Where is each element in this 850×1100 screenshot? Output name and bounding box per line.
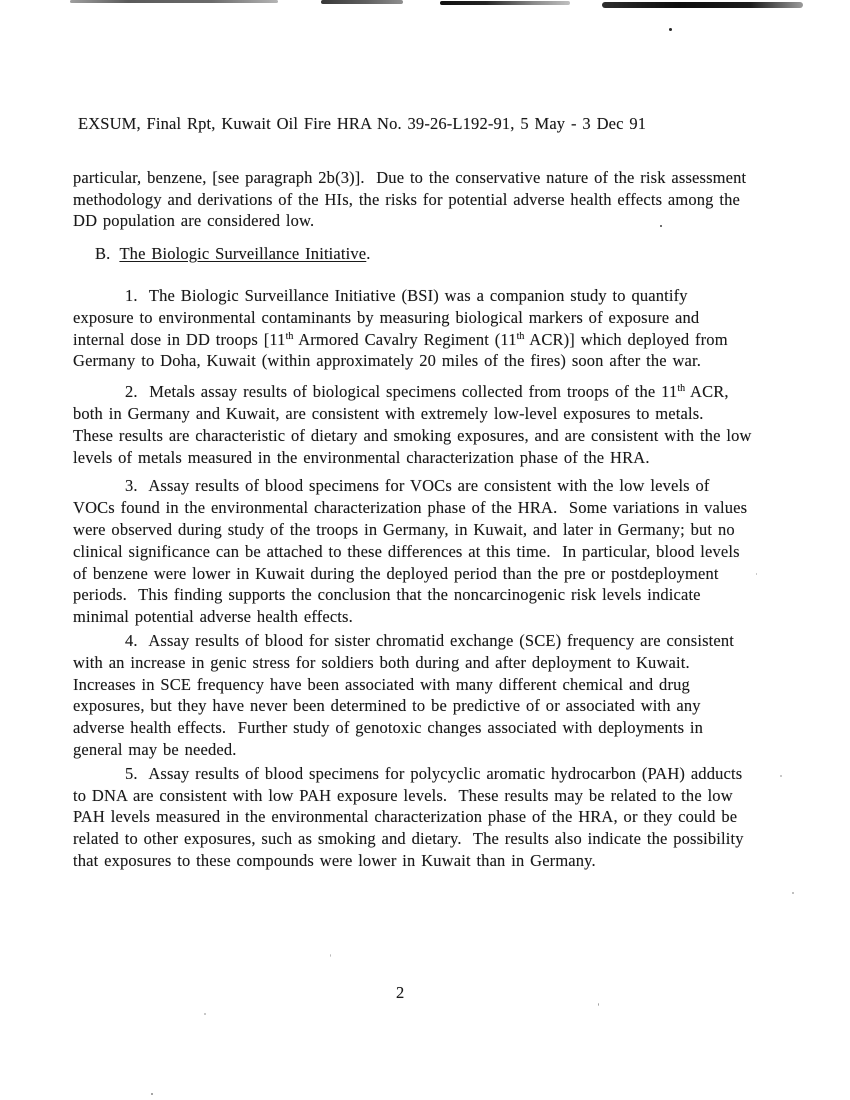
scan-speck: [780, 775, 782, 777]
section-b-heading: [73, 243, 753, 265]
paragraph-bsi-1: [73, 285, 753, 372]
ordinal-superscript: th: [285, 330, 294, 342]
section-b-period: .: [366, 244, 371, 264]
paragraph-bsi-2: [73, 381, 758, 468]
page-number: 2: [396, 983, 405, 1002]
scan-speck: [330, 954, 331, 957]
scan-speck: [669, 28, 672, 31]
paragraph-2-text: ACR, both in Germany and Kuwait, are consistent with extremely low-level exposures to metals. These results are characteristic of dietary and smoking exposures, and are consistent with the low levels of metals measured in the environmental characterization phase of the HRA.: [73, 382, 758, 467]
section-b-title: The Biologic Surveillance Initiative: [119, 244, 367, 264]
paragraph-2-text: 2. Metals assay results of biological specimens collected from troops of the 11: [125, 382, 678, 402]
ordinal-superscript: th: [677, 383, 686, 395]
paragraph-bsi-3: 3. Assay results of blood specimens for VOCs are consistent with the low levels of VOCs found in the environmental characterization phase of the HRA. Some variations in values were observed during study of the troops in Germany, in Kuwait, and later in Germany; but no clinical significance can be attached to these differences at this time. In particular, blood levels of benzene were lower in Kuwait during the deployed period than the pre or postdeployment periods. This finding supports the conclusion that the noncarcinogenic risk levels indicate minimal potential adverse health effects.: [73, 476, 753, 627]
scan-speck: [598, 1003, 599, 1006]
section-b-label: B.: [95, 244, 111, 264]
scan-streak: [440, 1, 570, 5]
scan-streak: [602, 2, 803, 8]
paragraph-1-text: 1. The Biologic Surveillance Initiative (BSI) was a companion study to quantify exposure to environmental contaminants by measuring biological markers of exposure and internal dose in DD troops [11: [73, 285, 706, 349]
paragraph-bsi-5: 5. Assay results of blood specimens for polycyclic aromatic hydrocarbon (PAH) adducts to DNA are consistent with low PAH exposure levels. These results may be related to the low PAH levels measured in the environmental characterization phase of the HRA, or they could be related to other exposures, such as smoking and dietary. The results also indicate the possibility that exposures to these compounds were lower in Kuwait than in Germany.: [73, 763, 750, 870]
scan-speck: [204, 1013, 206, 1015]
paragraph-1-text: Armored Cavalry Regiment (11: [293, 329, 517, 349]
scan-speck: [792, 892, 794, 894]
scan-streak: [70, 0, 278, 3]
paragraph-1-text: ACR)] which deployed from Germany to Doha, Kuwait (within approximately 20 miles of the fires) soon after the war.: [73, 329, 734, 371]
ordinal-superscript: th: [516, 330, 525, 342]
paragraph-bsi-4: 4. Assay results of blood for sister chromatid exchange (SCE) frequency are consistent with an increase in genic stress for soldiers both during and after deployment to Kuwait. Increases in SCE frequency have been associated with many different chemical and drug exposures, but they have never been determined to be predictive of or associated with any adverse health effects. Further study of genotoxic changes associated with deployments in general may be needed.: [73, 630, 740, 759]
scan-streak: [321, 0, 403, 4]
scan-speck: [151, 1093, 153, 1095]
paragraph-intro: particular, benzene, [see paragraph 2b(3)]. Due to the conservative nature of the risk assessment methodology and derivations of the HIs, the risks for potential adverse health effects among the DD population are considered low.: [73, 167, 753, 231]
document-body: [73, 113, 758, 872]
scan-speck: [756, 573, 757, 575]
document-header: EXSUM, Final Rpt, Kuwait Oil Fire HRA No. 39-26-L192-91, 5 May - 3 Dec 91: [78, 114, 647, 133]
